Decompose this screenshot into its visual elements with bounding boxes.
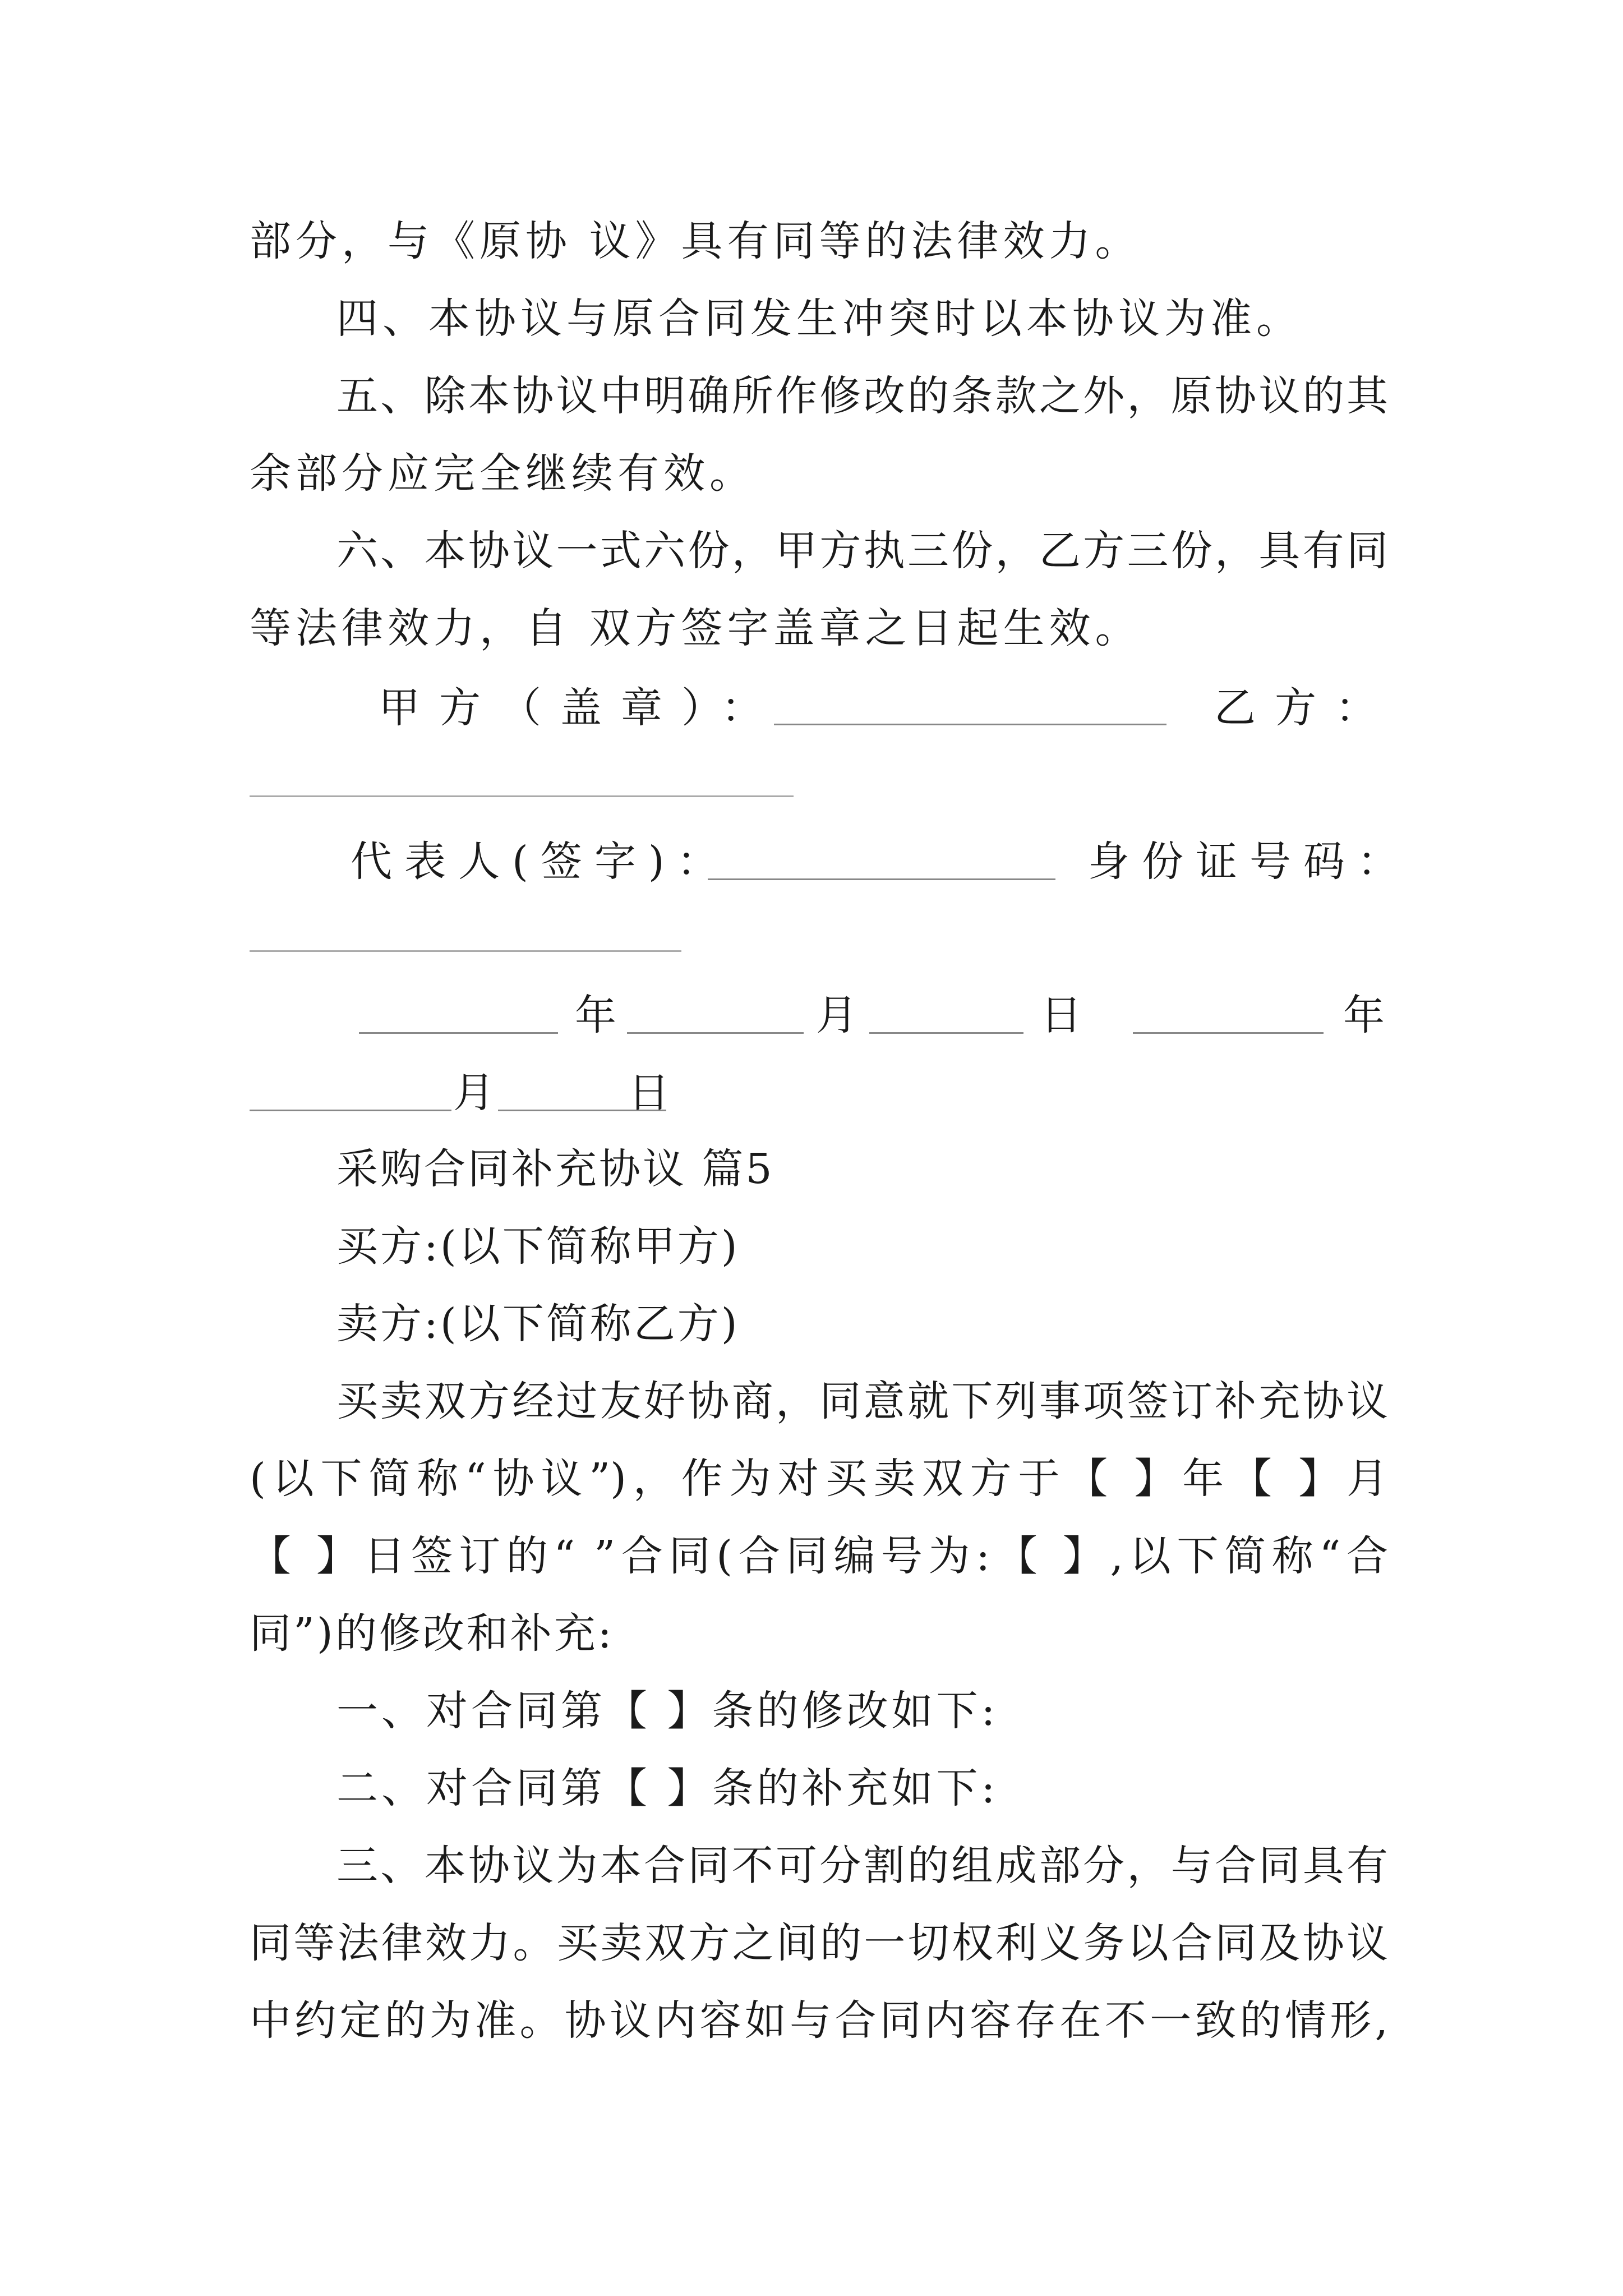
- paragraph-line: 【 】日签订的“ ”合同(合同编号为:【 】,以下简称“合: [250, 1532, 1388, 1580]
- day-blank: [869, 1032, 1023, 1034]
- paragraph-line: (以下简称“协议”)，作为对买卖双方于【 】年【 】月: [250, 1455, 1388, 1503]
- party-b-blank: [250, 795, 794, 797]
- id-number-blank: [250, 950, 681, 952]
- year-blank-2: [1133, 1032, 1324, 1034]
- month-blank: [627, 1032, 804, 1034]
- paragraph-line: 中约定的为准。协议内容如与合同内容存在不一致的情形,: [250, 1996, 1388, 2045]
- paragraph-line: 余部分应完全继续有效。: [250, 449, 755, 498]
- paragraph-line: 买卖双方经过友好协商，同意就下列事项签订补充协议: [336, 1377, 1388, 1425]
- paragraph-line: 四、本协议与原合同发生冲突时以本协议为准。: [336, 295, 1302, 343]
- paragraph-line: 同”)的修改和补充:: [250, 1609, 614, 1658]
- representative-label: 代表人(签字)：: [351, 838, 731, 886]
- paragraph-line: 三、本协议为本合同不可分割的组成部分，与合同具有: [336, 1842, 1388, 1890]
- month-label-2: 月: [453, 1069, 495, 1117]
- paragraph-line: 六、本协议一式六份，甲方执三份，乙方三份，具有同: [336, 527, 1388, 575]
- month-blank-2: [250, 1110, 451, 1111]
- paragraph-line: 部分，与《原协 议》具有同等的法律效力。: [250, 217, 1141, 265]
- item-line: 二、对合同第【 】条的补充如下:: [336, 1764, 999, 1812]
- year-label: 年: [575, 991, 616, 1039]
- party-a-blank: [774, 724, 1166, 725]
- day-label-2: 日: [628, 1069, 670, 1117]
- paragraph-line: 五、除本协议中明确所作修改的条款之外，原协议的其: [336, 372, 1388, 420]
- id-number-label: 身份证号码：: [1088, 838, 1411, 886]
- year-label-2: 年: [1343, 991, 1385, 1039]
- section-title: 采购合同补充协议 篇5: [336, 1145, 774, 1193]
- paragraph-line: 同等法律效力。买卖双方之间的一切权利义务以合同及协议: [250, 1919, 1388, 1967]
- buyer-line: 买方:(以下简称甲方): [336, 1222, 740, 1271]
- paragraph-line: 等法律效力，自 双方签字盖章之日起生效。: [250, 604, 1141, 652]
- party-a-label: 甲方（盖章）：: [379, 684, 782, 732]
- month-label: 月: [816, 991, 857, 1039]
- representative-blank: [708, 878, 1055, 880]
- item-line: 一、对合同第【 】条的修改如下:: [336, 1687, 999, 1735]
- year-blank: [359, 1032, 558, 1034]
- day-label: 日: [1040, 991, 1082, 1039]
- seller-line: 卖方:(以下简称乙方): [336, 1300, 740, 1348]
- party-b-label: 乙方：: [1214, 684, 1396, 732]
